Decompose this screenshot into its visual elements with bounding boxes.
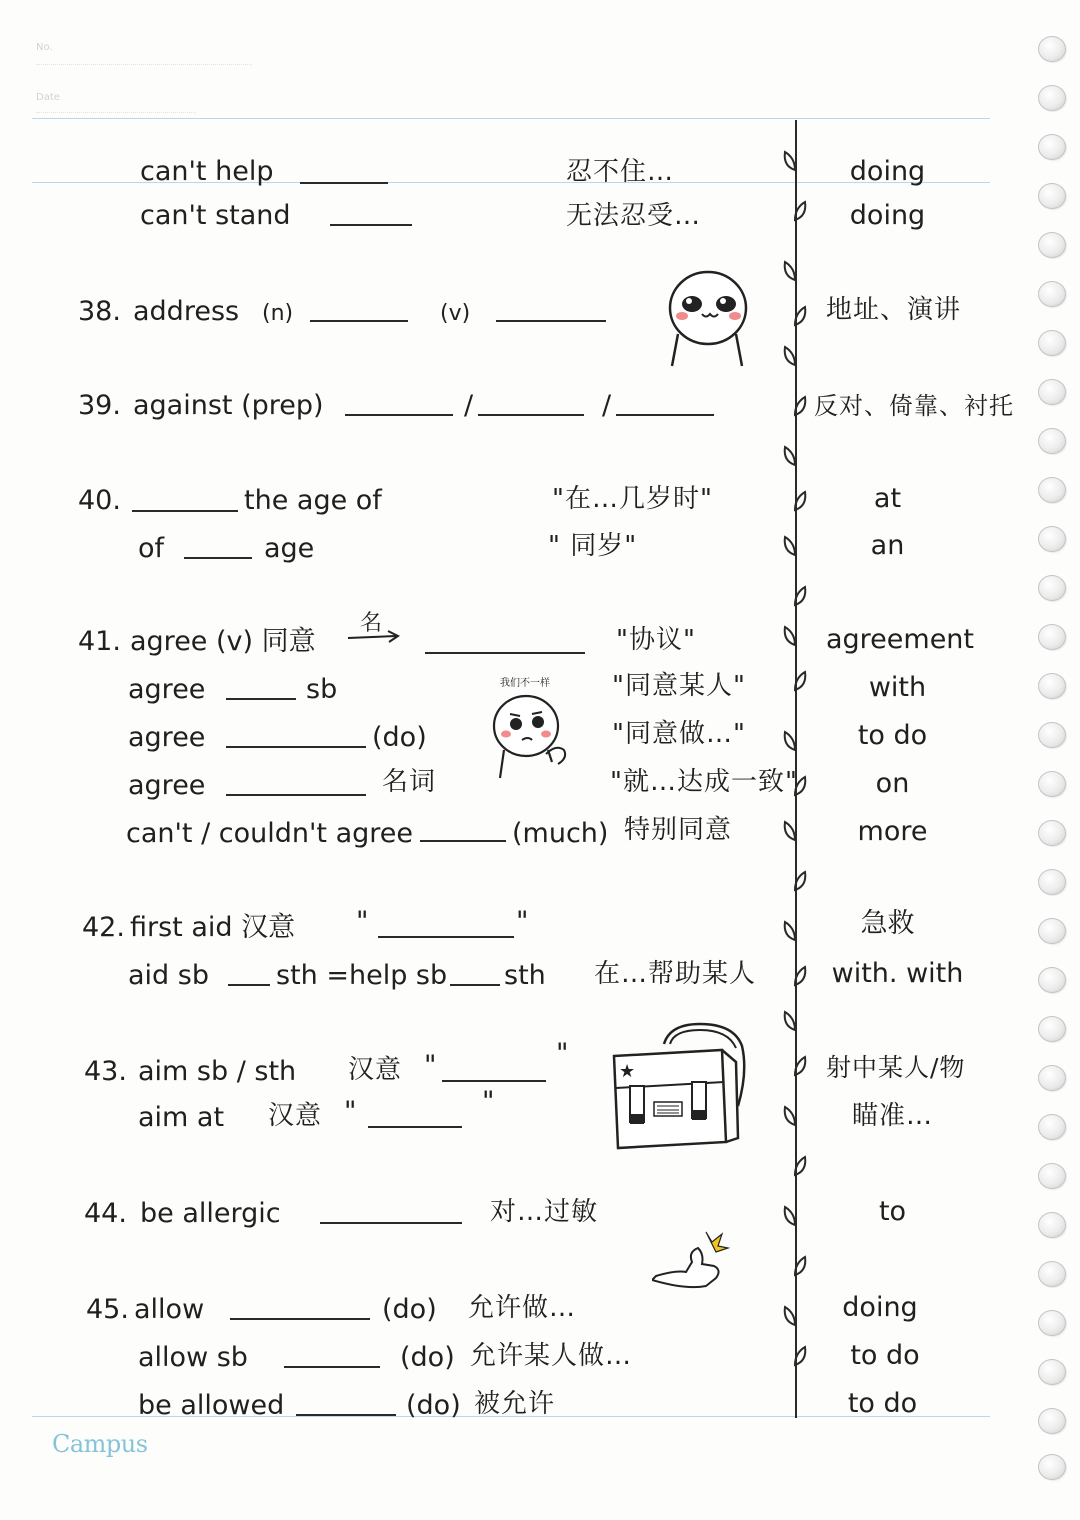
answer-at-the-age-of: at xyxy=(873,483,902,514)
blank-line xyxy=(420,840,506,842)
arrow-right-icon xyxy=(346,630,402,644)
blank-line xyxy=(442,1080,546,1082)
binder-ring xyxy=(1038,918,1066,944)
cartoon-face-sticker-worried xyxy=(490,692,576,782)
answer-aim-at: 瞄准… xyxy=(852,1101,934,1131)
header-no-label: No. xyxy=(36,42,53,53)
blank-line xyxy=(132,510,238,512)
item-number-40: 40. xyxy=(78,485,121,516)
cartoon-face-sticker-smile xyxy=(664,266,754,370)
binder-ring xyxy=(1038,134,1066,160)
answer-cant-stand: doing xyxy=(849,200,926,231)
header-no-line xyxy=(36,64,252,65)
blank-line xyxy=(320,1222,462,1224)
brand-logo: Campus xyxy=(52,1430,148,1458)
phrase-cant-agree: can't / couldn't agree xyxy=(126,818,414,849)
blank-line xyxy=(378,936,514,938)
binder-ring xyxy=(1038,624,1066,650)
binder-ring xyxy=(1038,673,1066,699)
phrase-be-allergic: be allergic xyxy=(140,1198,281,1229)
binder-ring xyxy=(1038,526,1066,552)
binder-ring xyxy=(1038,1454,1066,1480)
item-number-38: 38. xyxy=(78,296,121,327)
phrase-much: (much) xyxy=(512,818,609,849)
item-number-39: 39. xyxy=(78,390,121,421)
blank-line xyxy=(450,984,500,986)
quote-close: " xyxy=(516,906,529,937)
meaning-cant-help: 忍不住… xyxy=(566,157,675,187)
star-badge-icon: ★ xyxy=(619,1061,636,1082)
answer-allergic: to xyxy=(878,1196,907,1227)
binder-ring xyxy=(1038,379,1066,405)
phrase-be-allowed: be allowed xyxy=(138,1390,285,1421)
binder-ring xyxy=(1038,1114,1066,1140)
item-number-43: 43. xyxy=(84,1056,127,1087)
phrase-age: age xyxy=(264,533,315,564)
blank-line xyxy=(226,698,296,700)
blank-line xyxy=(330,224,412,226)
phrase-sth: sth xyxy=(504,960,546,991)
arrow-label-noun: 名 xyxy=(360,611,383,636)
blank-line xyxy=(226,794,366,796)
separator-slash: / xyxy=(464,390,474,421)
phrase-agree: agree xyxy=(128,770,206,801)
phrase-allow: allow xyxy=(134,1294,205,1325)
top-rule-line xyxy=(32,118,990,119)
item-number-45: 45. xyxy=(86,1294,129,1325)
binder-ring xyxy=(1038,722,1066,748)
phrase-do: (do) xyxy=(382,1294,437,1325)
meaning-allow-sb-to-do: 允许某人做… xyxy=(470,1341,633,1371)
label-chinese-meaning: 汉意 xyxy=(268,1101,323,1131)
blank-line xyxy=(228,984,270,986)
phrase-agree: agree xyxy=(128,722,206,753)
answer-agree-on: on xyxy=(875,768,910,799)
quote-open: " xyxy=(356,906,369,937)
pos-verb: (v) xyxy=(440,301,471,326)
binder-ring xyxy=(1038,1359,1066,1385)
blank-line xyxy=(184,557,252,559)
phrase-aim-at: aim at xyxy=(138,1102,225,1133)
phrase-of: of xyxy=(138,533,165,564)
answer-first-aid: 急救 xyxy=(860,908,915,939)
answer-cant-agree-more: more xyxy=(857,816,928,847)
item-number-44: 44. xyxy=(84,1198,127,1229)
binder-ring xyxy=(1038,477,1066,503)
separator-slash: / xyxy=(602,390,612,421)
item-number-42: 42. xyxy=(82,912,125,943)
phrase-noun: 名词 xyxy=(382,767,437,797)
blank-line xyxy=(284,1366,380,1368)
word-against: against (prep) xyxy=(133,390,324,421)
binder-ring xyxy=(1038,1016,1066,1042)
binder-ring xyxy=(1038,820,1066,846)
meaning-be-allowed: 被允许 xyxy=(474,1389,556,1419)
quote-close: " xyxy=(556,1038,569,1069)
answer-agree-to-do: to do xyxy=(857,720,928,751)
quote-open: " xyxy=(424,1050,437,1081)
phrase-aid-sb: aid sb xyxy=(128,960,209,991)
header-date-line xyxy=(36,112,196,113)
meaning-at-the-age-of: "在…几岁时" xyxy=(552,484,713,514)
backpack-sketch xyxy=(608,1022,746,1154)
binder-ring xyxy=(1038,281,1066,307)
meaning-allow-doing: 允许做… xyxy=(468,1293,577,1323)
item-number-41: 41. xyxy=(78,626,121,657)
blank-line xyxy=(310,320,408,322)
blank-line xyxy=(616,414,714,416)
answer-aid-with: with. with xyxy=(831,958,964,989)
phrase-do: (do) xyxy=(372,722,427,753)
binder-ring xyxy=(1038,330,1066,356)
answer-be-allowed: to do xyxy=(847,1388,918,1419)
blank-line xyxy=(496,320,606,322)
label-chinese-meaning: 汉意 xyxy=(348,1055,403,1085)
binder-rings xyxy=(1038,30,1070,1490)
blank-line xyxy=(296,1414,396,1416)
binder-ring xyxy=(1038,575,1066,601)
phrase-allow-sb: allow sb xyxy=(138,1342,248,1373)
meaning-aid-with: 在…帮助某人 xyxy=(594,959,757,989)
binder-ring xyxy=(1038,1163,1066,1189)
meaning-cant-stand: 无法忍受… xyxy=(566,201,702,231)
phrase-cant-stand: can't stand xyxy=(140,200,291,231)
phrase-agree-v: agree (v) 同意 xyxy=(130,626,316,657)
phrase-sb: sb xyxy=(306,674,338,705)
blank-line xyxy=(226,746,366,748)
quote-open: " xyxy=(344,1096,357,1127)
quote-close: " xyxy=(482,1086,495,1117)
binder-ring xyxy=(1038,36,1066,62)
phrase-agree: agree xyxy=(128,674,206,705)
meaning-allergic: 对…过敏 xyxy=(490,1197,599,1227)
pos-noun: (n) xyxy=(262,301,294,326)
binder-ring xyxy=(1038,1212,1066,1238)
meaning-agree-to-do: "同意做…" xyxy=(612,719,746,749)
binder-ring xyxy=(1038,232,1066,258)
binder-ring xyxy=(1038,967,1066,993)
thumbs-up-icon xyxy=(652,1220,732,1290)
meaning-agree-with: "同意某人" xyxy=(612,671,746,701)
answer-agree-with: with xyxy=(868,672,927,703)
meaning-cant-agree-more: 特别同意 xyxy=(624,815,733,845)
phrase-do: (do) xyxy=(400,1342,455,1373)
binder-ring xyxy=(1038,85,1066,111)
binder-ring xyxy=(1038,1408,1066,1434)
blank-line xyxy=(300,182,388,184)
blank-line xyxy=(230,1318,370,1320)
binder-ring xyxy=(1038,1261,1066,1287)
answer-allow-sb-to-do: to do xyxy=(850,1340,920,1371)
blank-line xyxy=(478,414,584,416)
answer-aim-sb: 射中某人/物 xyxy=(826,1053,966,1082)
phrase-cant-help: can't help xyxy=(140,156,274,187)
answer-cant-help: doing xyxy=(849,156,926,187)
blank-line xyxy=(425,652,585,654)
answer-agreement: agreement xyxy=(825,624,975,655)
blank-line xyxy=(368,1126,462,1128)
answer-allow-doing: doing xyxy=(842,1292,918,1323)
answer-against: 反对、倚靠、衬托 xyxy=(814,392,1014,420)
meaning-same-age: " 同岁" xyxy=(548,531,638,561)
header-date-label: Date xyxy=(36,92,60,103)
sticker-caption: 我们不一样 xyxy=(500,678,550,689)
binder-ring xyxy=(1038,771,1066,797)
phrase-first-aid: first aid 汉意 xyxy=(130,912,296,943)
phrase-the-age-of: the age of xyxy=(244,485,382,516)
phrase-help-sb: sth =help sb xyxy=(276,960,448,991)
meaning-agreement: "协议" xyxy=(616,625,696,655)
word-address: address xyxy=(133,296,240,327)
binder-ring xyxy=(1038,1310,1066,1336)
phrase-aim-sb-sth: aim sb / sth xyxy=(138,1056,297,1087)
meaning-agree-on: "就…达成一致" xyxy=(610,767,798,797)
binder-ring xyxy=(1038,428,1066,454)
binder-ring xyxy=(1038,869,1066,895)
binder-ring xyxy=(1038,183,1066,209)
answer-address: 地址、演讲 xyxy=(826,295,962,325)
binder-ring xyxy=(1038,1065,1066,1091)
phrase-do: (do) xyxy=(406,1390,461,1421)
blank-line xyxy=(345,414,453,416)
answer-same-age: an xyxy=(870,530,905,561)
